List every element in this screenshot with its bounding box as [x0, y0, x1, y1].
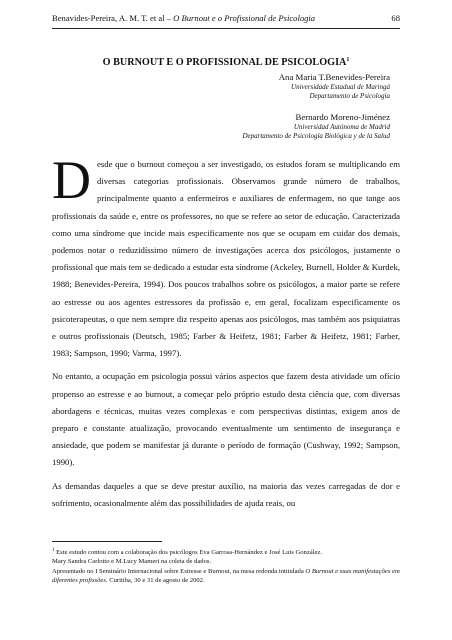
article-body: [52, 150, 400, 518]
header-title: O Burnout e o Profissional de Psicologia: [173, 13, 316, 23]
author-name: Ana Maria T.Benevides-Pereira: [278, 72, 390, 82]
author-affiliation: Universidade Estadual de Maringá: [291, 83, 390, 91]
footnote-1-line-2: Mary Sandra Carlotto e M.Lucy Mameri na coleta de dados.: [52, 558, 212, 566]
author-department: Departamento de Psicologia: [309, 92, 390, 101]
author-block-1: [279, 72, 390, 101]
paragraph-3: As demandas daqueles a que se deve prestar auxílio, na maioria das vezes carregadas de dor e sofrimento, ocasionalmente além das possibilidades de ajuda reais, ou: [52, 480, 400, 508]
author-affiliation: Universidad Autónoma de Madrid: [293, 123, 390, 131]
footnote-text: . Curitiba, 30 e 31 de agosto de 2002.: [105, 576, 205, 584]
page-number: 68: [391, 13, 400, 23]
footnote-1-line-3: [52, 567, 400, 586]
article-title-text: O BURNOUT E O PROFISSIONAL DE PSICOLOGIA: [102, 57, 347, 68]
author-block-2: [242, 112, 390, 141]
footnotes: [52, 546, 400, 585]
running-header: [52, 13, 400, 24]
paragraph-1-text: esde que o burnout começou a ser investigado, os estudos foram se multiplicando em diversas categorias profissionais. Observamos grande número de trabalhos, principalmente quanto a enfermeiros e auxiliares de enfermagem, no que tange aos profissionais da saúde e, entre os professores, no que se refere ao setor de educação. Caracterizada como uma síndrome que incide mais especificamente nos que se ocupam em cuidar dos demais, podemos notar o reduzidíssimo número de investigações acerca dos psicólogos, justamente o profissional que mais tem se dedicado a estudar esta síndrome (Ackeley, Burnell, Holder & Kurdek, 1988; Benevides-Pereira, 1994). Dos poucos trabalhos sobre os psicólogos, a maior parte se refere ao estresse ou aos agentes estressores da profissão e, em geral, focalizam especificamente os psicoterapeutas, o que nem sempre diz respeito apenas aos psicólogos, mas também aos psiquiatras e outros profissionais (Deutsch, 1985; Farber & Heifetz, 1981; Farber & Heifetz, 1981; Farber, 1983; Sampson, 1990; Varma, 1997).: [52, 159, 400, 359]
footnote-rule: [52, 541, 162, 542]
author-name: Bernardo Moreno-Jiménez: [295, 112, 390, 122]
footnote-1-line-1: [52, 546, 400, 557]
drop-cap: D: [52, 150, 91, 210]
paragraph-2: No entanto, a ocupação em psicologia possui vários aspectos que fazem desta atividade um ofício propenso ao estresse e ao burnout, a começar pelo próprio estudo desta ciência que, com diversas abordagens e técnicas, muitas vezes complexas e com perspectivas distintas, exigem anos de preparo e constante atualização, provocando eventualmente um sentimento de insegurança e ansiedade, que podem se manifestar já durante o período de formação (Cushway, 1992; Sampson, 1990).: [52, 371, 400, 468]
footnote-text: Apresentado no I Seminário Internacional sobre Estresse e Burnout, na mesa redonda intitulada: [52, 567, 306, 575]
author-department: Departamento de Psicología Biológica y de la Salud: [242, 132, 390, 141]
article-title: [52, 54, 400, 69]
header-citation: [52, 13, 315, 24]
header-rule: [52, 28, 400, 29]
paragraph-1: [52, 150, 400, 362]
footnote-text: Este estudo contou com a colaboração dos psicólogos Eva Garrosa-Hernández e José Luis González.: [54, 549, 323, 556]
header-authors: Benavides-Pereira, A. M. T. et al –: [52, 13, 174, 23]
footnote-event-title: O Burnout e suas manifestações em diferentes profissões: [52, 567, 400, 584]
title-footnote-mark: 1: [346, 57, 350, 63]
footnote-mark: 1: [52, 548, 55, 553]
